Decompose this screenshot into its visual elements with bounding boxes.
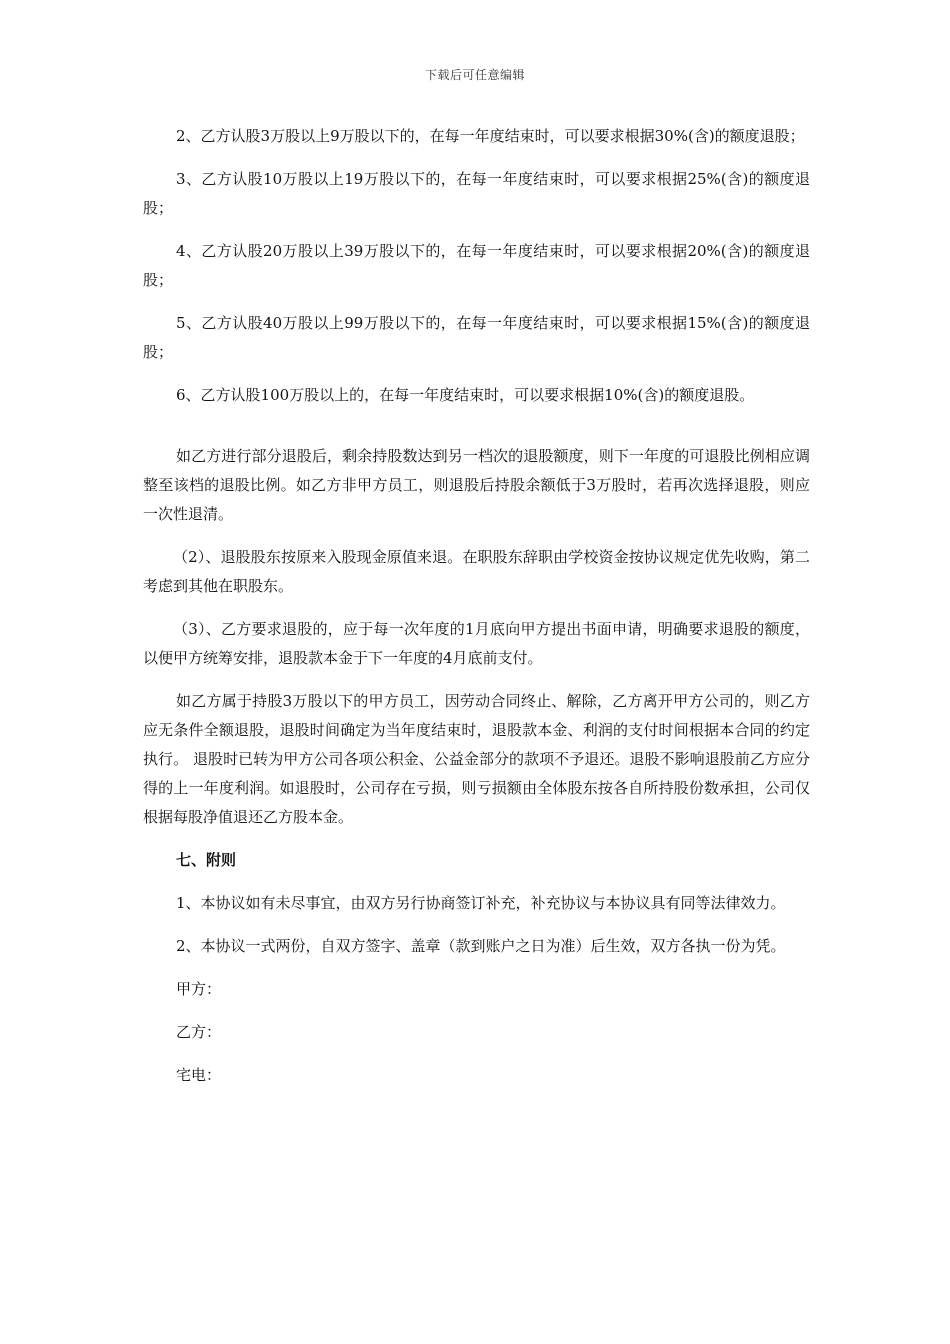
party-a-signature: 甲方： [176, 980, 222, 998]
section-heading: 七、附则 [176, 851, 237, 869]
clause-3: 3、乙方认股10万股以上19万股以下的，在每一年度结束时，可以要求根据25%(含)的额度退股； [143, 170, 810, 217]
home-phone-field: 宅电： [176, 1066, 222, 1084]
clause-6: 6、乙方认股100万股以上的，在每一年度结束时，可以要求根据10%(含)的额度退股。 [176, 386, 755, 404]
partial-withdrawal-paragraph: 如乙方进行部分退股后，剩余持股数达到另一档次的退股额度，则下一年度的可退股比例相应调整至该档的退股比例。如乙方非甲方员工，则退股后持股余额低于3万股时，若再次选择退股，则应一次性退清。 [143, 447, 810, 523]
clause-5: 5、乙方认股40万股以上99万股以下的，在每一年度结束时，可以要求根据15%(含)的额度退股； [143, 314, 810, 361]
document-body [143, 122, 810, 1104]
clause-2: 2、乙方认股3万股以上9万股以下的，在每一年度结束时，可以要求根据30%(含)的额度退股； [176, 127, 805, 145]
item-2-paragraph: （2）、退股股东按原来入股现金原值来退。在职股东辞职由学校资金按协议规定优先收购，第二考虑到其他在职股东。 [143, 548, 810, 595]
page-header: 下载后可任意编辑 [424, 68, 525, 82]
annex-clause-1: 1、本协议如有未尽事宜，由双方另行协商签订补充，补充协议与本协议具有同等法律效力。 [176, 894, 786, 912]
clause-4: 4、乙方认股20万股以上39万股以下的，在每一年度结束时，可以要求根据20%(含)的额度退股； [143, 242, 810, 289]
item-3-paragraph: （3）、乙方要求退股的，应于每一次年度的1月底向甲方提出书面申请，明确要求退股的额度，以便甲方统筹安排，退股款本金于下一年度的4月底前支付。 [143, 620, 810, 667]
employee-withdrawal-paragraph: 如乙方属于持股3万股以下的甲方员工，因劳动合同终止、解除，乙方离开甲方公司的，则乙方应无条件全额退股，退股时间确定为当年度结束时，退股款本金、利润的支付时间根据本合同的约定执行。 退股时已转为甲方公司各项公积金、公益金部分的款项不予退还。退股不影响退股前乙方应分得的上一年度利润。如退股时，公司存在亏损，则亏损额由全体股东按各自所持股份数承担，公司仅根据每股净值退还乙方股本金。 [143, 692, 810, 826]
annex-clause-2: 2、本协议一式两份，自双方签字、盖章（款到账户之日为准）后生效，双方各执一份为凭。 [176, 937, 786, 955]
party-b-signature: 乙方： [176, 1023, 222, 1041]
